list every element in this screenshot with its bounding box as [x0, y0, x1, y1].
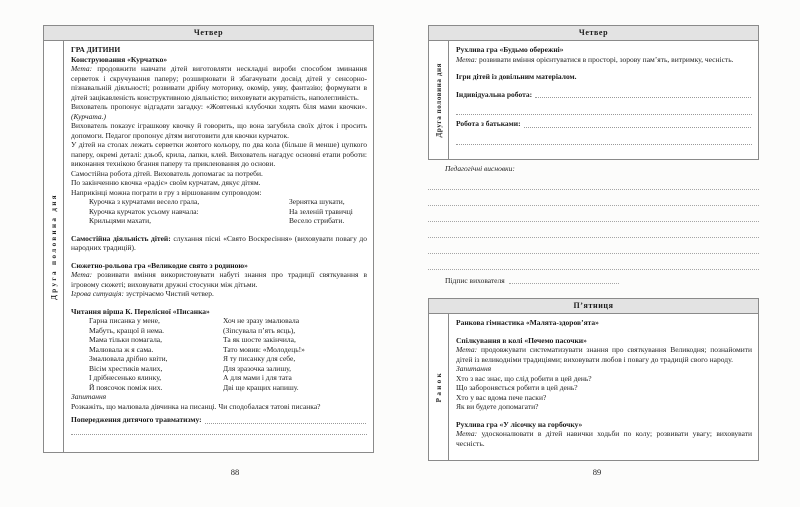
game-situation: [71, 289, 367, 299]
verse-line: На зеленій травичці: [289, 206, 353, 216]
fill-in-line: [428, 206, 759, 222]
hen-verse-column-1: [89, 197, 289, 226]
morning-gym-title: Ранкова гімнастика «Малята-здоров’ята»: [456, 318, 599, 327]
question-line: Хто з вас знає, що слід робити в цей день?: [456, 373, 592, 383]
verse-line: Дві ще кращих напишу.: [223, 382, 299, 392]
independent-activity: [71, 234, 367, 253]
questions-label: Запитання: [71, 392, 107, 401]
right-day-header: Четвер: [429, 26, 758, 41]
verse-line: Зернятка шукати,: [289, 197, 345, 206]
friday-moving-game-title: Рухлива гра «У лісочку на горбочку»: [456, 419, 583, 429]
left-day-header: Четвер: [44, 26, 373, 41]
left-page-content: [64, 41, 373, 452]
question-line: Що забороняється робити в цей день?: [456, 383, 578, 392]
construction-meta: [71, 64, 367, 102]
meta-label: Мета:: [71, 64, 93, 73]
meta-text: удосконалювати в дітей навички ходьби по колу; розвивати увагу; виховувати чесність.: [456, 429, 753, 448]
roleplay-title: Сюжетно-рольова гра «Великодне свято з родиною»: [71, 260, 248, 270]
reading-title: Читання вірша К. Перелісної «Писанка»: [71, 306, 210, 316]
fill-in-line: [205, 423, 366, 424]
spacer: [456, 328, 752, 336]
fill-in-line: [456, 105, 752, 115]
friday-header: П’ятниця: [429, 299, 758, 314]
spacer: [71, 226, 367, 234]
verse-line: Й поясочок поміж них.: [89, 382, 163, 392]
right-side-column: [429, 41, 449, 159]
free-games-title: Ігри дітей із довільним матеріалом.: [456, 72, 577, 81]
signature-label: Підпис вихователя: [445, 275, 505, 285]
parents-work-label: Робота з батьками:: [456, 119, 521, 128]
verse-line: Змалювала дрібно квіти,: [89, 354, 168, 363]
pysanka-verse-column-1: [89, 316, 223, 392]
verse-line: Мабуть, кращої й нема.: [89, 325, 165, 335]
questions-label: Запитання: [456, 364, 492, 373]
independent-text: слухання пісні «Свято Воскресіння» (виховувати повагу до народних традицій).: [71, 233, 368, 252]
verse-line: Вісім хрестиків малих,: [89, 363, 163, 373]
question-line: Хто у вас вдома пече паски?: [456, 392, 547, 402]
fill-in-line: [428, 174, 759, 190]
meta-text: продовжувати систематизувати знання про святкування Великодня; познайомити дітей із великодніми традиціями; виховувати любов і повагу до традицій свого народу.: [456, 345, 753, 364]
right-top-content: [449, 41, 758, 159]
verse-line: Крильцями махати,: [89, 216, 152, 225]
spacer: [71, 299, 367, 307]
materials-paragraph: У дітей на столах лежать серветки жовтого кольору, по два кола (більше й менше) цупкого паперу, окремі деталі: дзьоб, крила, лапки, клей. Вихователь нагадує основні етапи роботи: виконання технікою бгання паперу та приклеювання до основи.: [71, 140, 367, 168]
friday-body: [429, 314, 758, 460]
signature-line: [509, 283, 619, 284]
verse-line: Весело стрибати.: [289, 216, 345, 225]
meta-label: Мета:: [456, 429, 478, 438]
signature-row: [445, 276, 759, 286]
hen-paragraph: Вихователь показує іграшкову квочку й говорить, що вона загубила своїх діток і просить допомоги. Педагог пропонує дітям виготовити для квочки курчаток.: [71, 121, 367, 140]
meta-label: Мета:: [71, 270, 93, 279]
moving-game-meta: [456, 55, 752, 65]
right-side-label: Друга половина дня: [434, 62, 443, 138]
page-number-right: 89: [592, 467, 602, 477]
verse-line: (Зіпсувала п’ять яєць),: [223, 325, 296, 335]
question-text: Розкажіть, що малювала дівчинка на писанці. Чи сподобалася татові писанка?: [71, 401, 321, 411]
left-page-table: [43, 25, 374, 453]
fill-in-line: [428, 254, 759, 270]
situation-label: Ігрова ситуація:: [71, 289, 124, 298]
fill-in-line: [428, 222, 759, 238]
pedagogical-conclusions-section: [428, 164, 759, 285]
pysanka-verse: [71, 316, 367, 392]
individual-work-label: Індивідуальна робота:: [456, 89, 533, 99]
hen-verse: [71, 197, 367, 226]
selfwork-paragraph: Самостійна робота дітей. Вихователь допомагає за потреби.: [71, 168, 263, 178]
hen-verse-column-2: [289, 197, 353, 226]
verse-line: Курочка курчаток усьому навчала:: [89, 206, 199, 216]
verse-line: Для зразочка залишу,: [223, 363, 291, 373]
spacer: [456, 412, 752, 420]
fill-in-line: [535, 97, 751, 98]
meta-label: Мета:: [456, 54, 478, 64]
page-number-left: 88: [230, 467, 240, 477]
verse-line: І дрібнесенько ялинку,: [89, 373, 162, 382]
left-side-column: [44, 41, 64, 452]
question-line: Як ви будете допомагати?: [456, 402, 539, 411]
verse-line: Я ту писанку для себе,: [223, 354, 296, 363]
friday-moving-game-meta: [456, 429, 752, 448]
spacer: [456, 82, 752, 90]
spacer: [456, 64, 752, 72]
circle-talk-title: Спілкування в колі «Печемо пасочки»: [456, 335, 587, 345]
left-side-label: Друга половина дня: [49, 193, 58, 300]
thanks-paragraph: По закінченню квочка «радіє» своїм курчатам, дякує дітям.: [71, 178, 261, 187]
fill-in-line: [428, 190, 759, 206]
individual-work-field: [456, 90, 752, 100]
riddle-answer: (Курчата.): [71, 111, 106, 121]
friday-side-column: [429, 314, 449, 460]
verse-line: Малювала ж я сама.: [89, 344, 154, 354]
situation-text: зустрічаємо Чистий четвер.: [125, 289, 214, 298]
fill-in-line: [524, 127, 751, 128]
right-page-thursday-table: [428, 25, 759, 160]
fill-in-line: [71, 425, 367, 435]
verse-line: Хоч не зразу змалювала: [223, 316, 300, 325]
fill-in-line: [456, 135, 752, 145]
meta-text: розвивати вміння використовувати набуті знання про традиції святкування в ігровому сюжеті; виховувати дружні стосунки між дітьми.: [71, 270, 368, 289]
verse-line: Тато мовив: «Молодець!»: [223, 344, 305, 354]
parents-work-field: [456, 119, 752, 129]
left-page-body: [44, 41, 373, 452]
verse-line: Мама тільки помагала,: [89, 335, 163, 344]
right-top-body: [429, 41, 758, 159]
roleplay-meta: [71, 270, 367, 289]
spacer: [71, 253, 367, 261]
right-page-friday-table: [428, 298, 759, 461]
friday-side-label: Ранок: [434, 371, 443, 403]
fill-in-line: [428, 238, 759, 254]
construction-title: Конструювання «Курчатко»: [71, 54, 168, 64]
meta-text: продовжити навчати дітей виготовляти нескладні вироби способом зминання серветок і скручування паперу; розширювати й збагачувати досвід дітей у сенсорно-пізнавальній діяльності; розвивати дрібну моторику, окомір, уяву, фантазію; формувати в дітей зацікавленість конструктивною діяльністю; виховувати акуратність, наполегливість.: [71, 64, 368, 102]
conclusions-label: Педагогічні висновки:: [445, 164, 515, 173]
meta-label: Мета:: [456, 345, 478, 354]
trauma-label: Попередження дитячого травматизму:: [71, 415, 202, 424]
friday-content: [449, 314, 758, 460]
riddle-paragraph: [71, 102, 367, 121]
game-intro-paragraph: Наприкінці можна пограти в гру з віршованим супроводом:: [71, 187, 262, 197]
riddle-text: Вихователь пропонує відгадати загадку: «Жовтенькі клубочки ходять біля мами квочки».: [71, 102, 367, 111]
moving-game-title: Рухлива гра «Будьмо обережні»: [456, 45, 564, 54]
verse-line: Курочка з курчатами весело грала,: [89, 197, 200, 206]
trauma-field: [71, 415, 367, 425]
pysanka-verse-column-2: [223, 316, 305, 392]
verse-line: Та як шосте закінчила,: [223, 335, 296, 344]
child-game-title: ГРА ДИТИНИ: [71, 45, 121, 54]
independent-label: Самостійна діяльність дітей:: [71, 233, 171, 243]
meta-text: розвивати вміння орієнтуватися в просторі, зорову пам’ять, витримку, чесність.: [479, 54, 734, 64]
verse-line: А для мами і для тата: [223, 373, 292, 382]
verse-line: Гарна писанка у мене,: [89, 316, 160, 325]
circle-talk-meta: [456, 345, 752, 364]
